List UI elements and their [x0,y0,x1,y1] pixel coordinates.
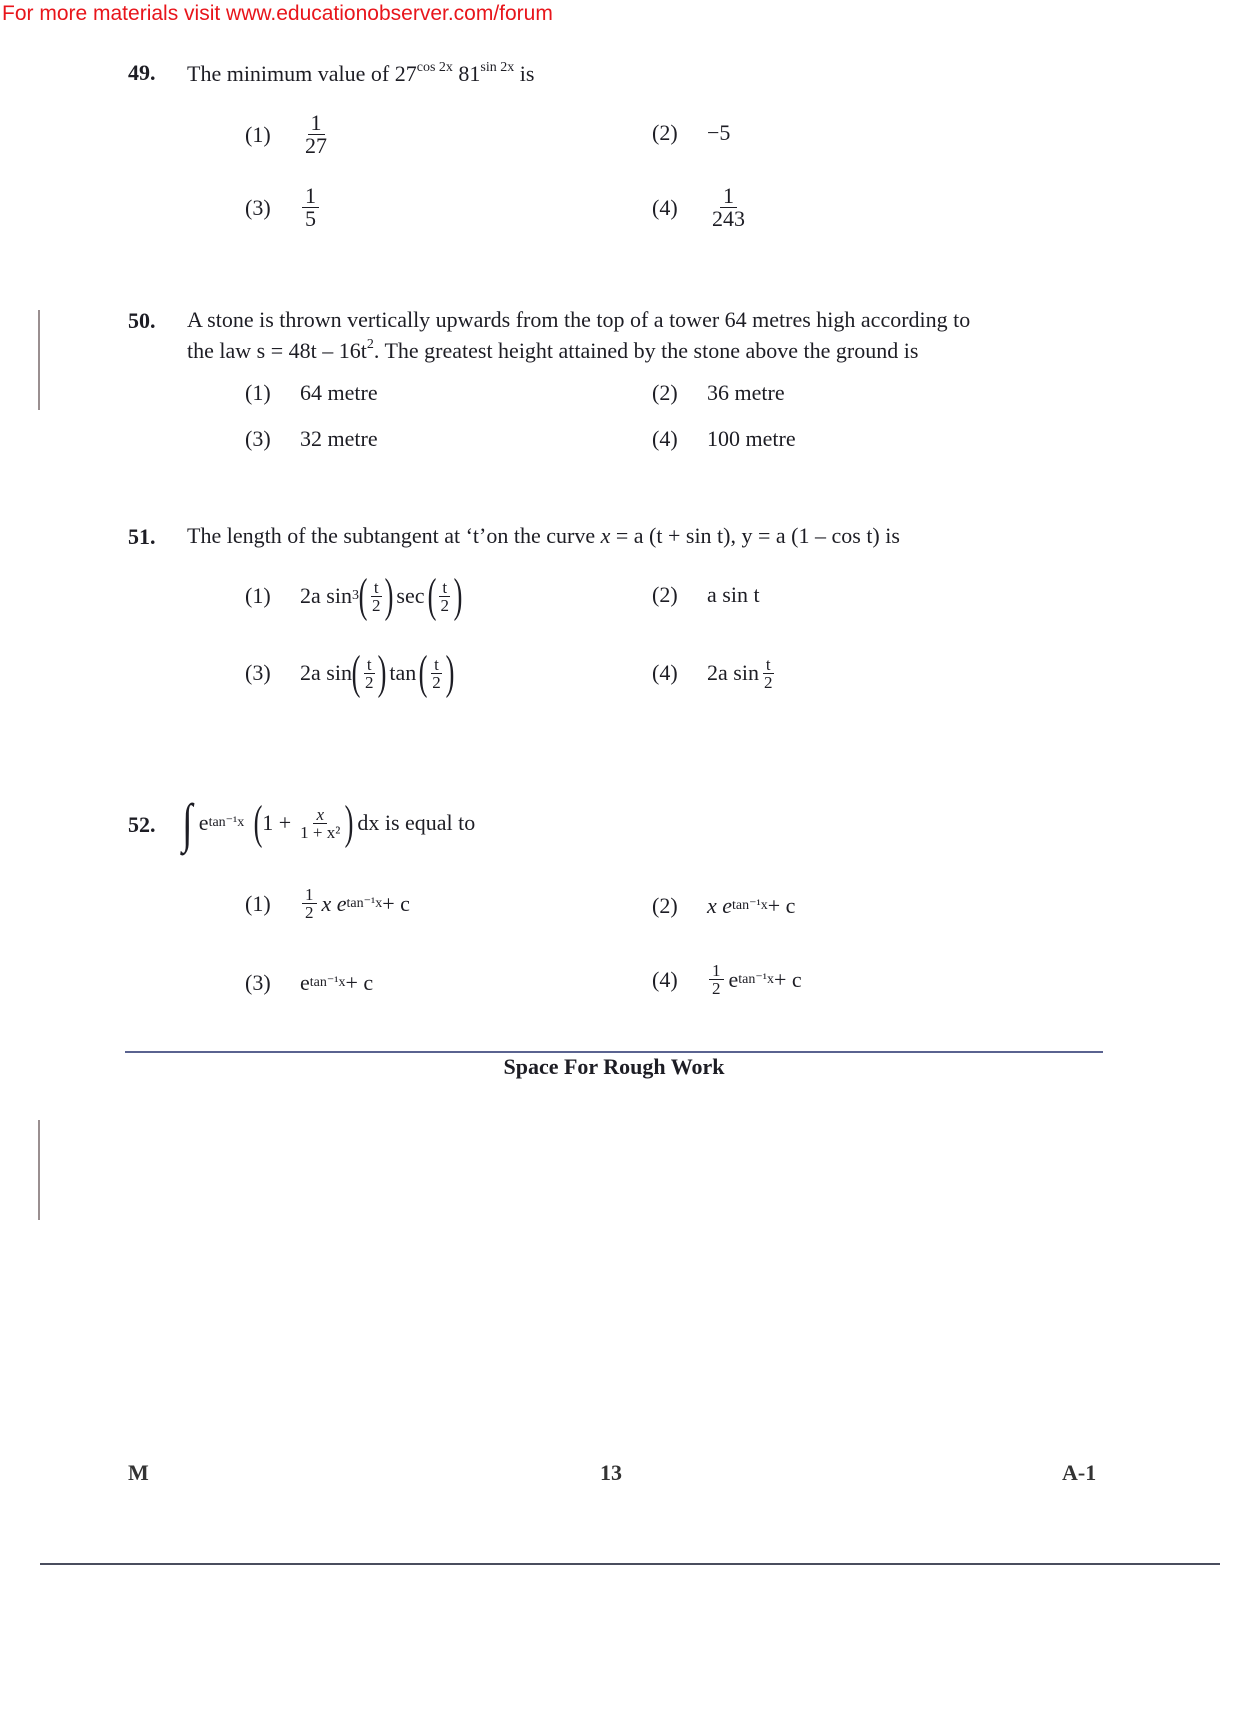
question-52-stem: ∫ e tan⁻¹x ( 1 + $\frac{x}{\text{1 + x²}}$ ) dx is equal to [182,793,476,853]
margin-mark [38,1120,40,1220]
question-49-stem: The minimum value of $27^{cos 2x}$ $81^{sin 2x}$ is [187,60,535,86]
footer-series-code: M [128,1460,149,1485]
page-number: 13 [600,1460,622,1485]
question-52-number: 52. [128,812,156,837]
q52-option-3: (3) e tan⁻¹x + c [245,970,374,995]
question-51-stem: The length of the subtangent at ‘t’on the curve x = a (t + sin t), y = a (1 – cos t) is [187,523,900,548]
q50-option-4: (4) 100 metre [652,426,796,451]
q51-option-1: (1) 2a sin 3 ( $\frac{t}{2}$ ) sec ( $\frac{t}{2}$ ) [245,569,463,622]
q52-option-4: (4) $\frac{1}{2}$ e tan⁻¹x + c [652,961,802,998]
margin-mark [38,310,40,410]
q51-option-2: (2) a sin t [652,582,760,607]
question-49-number: 49. [128,60,156,85]
q52-option-1: (1) $\frac{1}{2}$ x e tan⁻¹x + c [245,885,410,922]
page-bottom-rule [40,1563,1220,1565]
q50-option-1: (1) 64 metre [245,380,378,405]
q51-option-4: (4) 2a sin $\frac{t}{2}$ [652,654,773,692]
question-51-number: 51. [128,524,156,549]
source-banner[interactable]: For more materials visit www.educationobserver.com/forum [2,2,553,25]
q49-option-4: (4) $\frac{1}{243}$ [652,183,745,231]
q49-option-1: (1) $\frac{1}{27}$ [245,110,327,158]
integral-sign: ∫ [182,793,193,853]
rough-work-label: Space For Rough Work [503,1054,725,1079]
question-50-number: 50. [128,308,156,333]
q50-option-2: (2) 36 metre [652,380,785,405]
rough-work-divider [125,1051,1103,1053]
q49-option-3: (3) $\frac{1}{5}$ [245,185,321,230]
q49-option-2: (2) −5 [652,120,731,145]
q51-option-3: (3) 2a sin ( $\frac{t}{2}$ ) tan ( $\frac{t}{2}$ ) [245,646,455,699]
question-50-stem: A stone is thrown vertically upwards from the top of a tower 64 metres high according to the law $s = 48t - 16t^2$. The greatest height attained by the stone above the ground is [187,307,971,363]
footer-paper-code: A-1 [1062,1460,1097,1485]
q52-option-2: (2) x e tan⁻¹x + c [652,893,796,918]
q50-option-3: (3) 32 metre [245,426,378,451]
